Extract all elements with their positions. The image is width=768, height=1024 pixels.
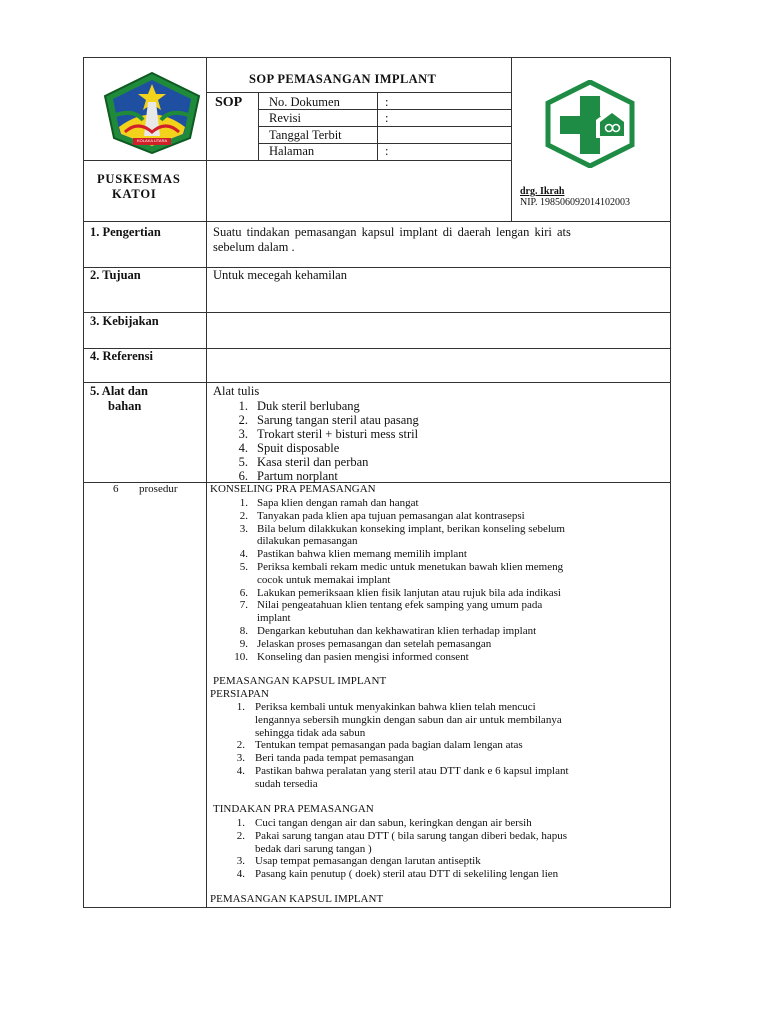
list-number: 2. — [239, 509, 248, 522]
list-number: 3. — [236, 752, 245, 765]
list-item — [230, 523, 565, 549]
meta-label-no-dokumen: No. Dokumen — [269, 95, 340, 109]
list-item — [230, 561, 565, 587]
tindakan-heading: TINDAKAN PRA PEMASANGAN — [213, 803, 374, 815]
list-number: 1. — [238, 399, 248, 413]
logo-banner-text: KOLAKA UTARA — [137, 138, 168, 143]
header-bottom-rule — [83, 221, 671, 222]
signer-nip: NIP. 198506092014102003 — [520, 197, 631, 208]
list-item-line: Periksa kembali rekam medic untuk menetukan bawah klien memeng — [257, 560, 564, 573]
konseling-heading: KONSELING PRA PEMASANGAN — [210, 483, 376, 495]
list-number: 4. — [238, 441, 248, 455]
list-item-line: Pastikan bahwa klien memang memilih implant — [257, 548, 467, 561]
section-label-tujuan: 2. Tujuan — [90, 268, 141, 282]
org-name-line1: PUSKESMAS — [97, 172, 181, 186]
list-item-line: Periksa kembali untuk menyakinkan bahwa klien telah mencuci — [255, 701, 536, 713]
list-number: 6. — [238, 469, 248, 483]
list-number: 6. — [239, 586, 248, 599]
list-item-line: Nilai pengeatahuan klien tentang efek samping yang umum pada — [257, 599, 543, 612]
list-item-line: cocok untuk memakai implant — [257, 573, 391, 586]
list-number: 1. — [236, 817, 245, 829]
meta-label-tanggal-terbit: Tanggal Terbit — [269, 128, 342, 142]
list-item — [230, 739, 569, 752]
list-item-line: Cuci tangan dengan air dan sabun, keringkan dengan air bersih — [255, 817, 532, 829]
persiapan-heading: PERSIAPAN — [210, 688, 269, 700]
section-label-pengertian: 1. Pengertian — [90, 225, 161, 239]
list-item-line: Sapa klien dengan ramah dan hangat — [257, 497, 419, 509]
logo-bottom-rule — [83, 160, 206, 161]
list-item-line: sehingga tidak ada sabun — [255, 726, 366, 739]
list-item — [230, 399, 419, 413]
list-item — [230, 868, 567, 881]
alat-list — [230, 399, 419, 483]
list-number: 5. — [238, 455, 248, 469]
list-item-line: Pastikan bahwa peralatan yang steril atau DTT dank e 6 kapsul implant — [255, 764, 569, 777]
row-rule-4 — [83, 382, 671, 383]
list-item-line: Lakukan pemeriksaan klien fisik lanjutan atau rujuk bila ada indikasi — [257, 586, 561, 599]
list-number: 2. — [236, 829, 245, 842]
meta-bottom-rule — [206, 160, 511, 161]
list-item — [230, 587, 565, 600]
document-title: SOP PEMASANGAN IMPLANT — [249, 72, 437, 86]
list-item — [230, 752, 569, 765]
list-item — [230, 455, 419, 469]
list-item-line: Jelaskan proses pemasangan dan setelah pemasangan — [257, 637, 492, 650]
list-number: 4. — [236, 868, 245, 881]
list-item-line: Beri tanda pada tempat pemasangan — [255, 752, 414, 765]
list-item-text: Trokart steril + bisturi mess stril — [257, 427, 419, 441]
list-item-line: Tentukan tempat pemasangan pada bagian dalam lengan atas — [255, 739, 523, 752]
list-item — [230, 548, 565, 561]
list-number: 5. — [239, 560, 248, 573]
list-item — [230, 701, 569, 739]
list-item — [230, 441, 419, 455]
list-item — [230, 469, 419, 483]
alat-heading: Alat tulis — [213, 384, 260, 398]
list-item — [230, 427, 419, 441]
konseling-list — [230, 497, 565, 663]
list-item — [230, 651, 565, 664]
list-item-line: dilakukan pemasangan — [257, 535, 358, 548]
sop-label: SOP — [215, 95, 243, 110]
list-item-line: Pakai sarung tangan atau DTT ( bila sarung tangan diberi bedak, hapus — [255, 829, 567, 842]
list-item — [230, 413, 419, 427]
meta-label-revisi: Revisi — [269, 111, 301, 125]
meta-row-rule — [258, 126, 511, 127]
list-item-text: Partum norplant — [257, 469, 338, 483]
persiapan-list — [230, 701, 569, 791]
list-item-line: implant — [257, 612, 291, 625]
list-item-line: Bila belum dilakkukan konseking implant, berikan konseling sebelum — [257, 522, 565, 535]
tindakan-list — [230, 817, 567, 881]
meta-value-revisi: : — [385, 111, 389, 125]
section-label-alat-line2: bahan — [108, 399, 142, 413]
list-number: 1. — [236, 701, 245, 713]
meta-label-halaman: Halaman — [269, 144, 315, 158]
list-item — [230, 599, 565, 625]
row-rule-2 — [83, 312, 671, 313]
tujuan-text: Untuk mecegah kehamilan — [213, 268, 347, 282]
list-item-line: Usap tempat pemasangan dengan larutan antiseptik — [255, 855, 481, 868]
section-label-kebijakan: 3. Kebijakan — [90, 314, 159, 328]
meta-value-no-dokumen: : — [385, 95, 389, 109]
list-item — [230, 855, 567, 868]
list-item-line: sudah tersedia — [255, 777, 318, 790]
list-item — [230, 817, 567, 830]
list-number: 4. — [236, 764, 245, 777]
list-item — [230, 638, 565, 651]
meta-value-halaman: : — [385, 144, 389, 158]
list-number: 3. — [238, 427, 248, 441]
list-number: 1. — [239, 497, 248, 509]
row-rule-3 — [83, 348, 671, 349]
pengertian-text-line2: sebelum dalam . — [213, 240, 295, 254]
list-item-line: Dengarkan kebutuhan dan kekhawatiran klien terhadap implant — [257, 624, 537, 637]
list-number: 4. — [239, 548, 248, 561]
list-number: 9. — [239, 637, 248, 650]
section-label-referensi: 4. Referensi — [90, 349, 153, 363]
list-number: 3. — [239, 522, 248, 535]
list-item-line: lengannya sebersih mungkin dengan sabun dan air untuk membilanya — [255, 713, 562, 726]
meta-row-rule — [258, 109, 511, 110]
list-item — [230, 510, 565, 523]
list-number: 10. — [234, 650, 248, 663]
section-label-prosedur: prosedur — [139, 483, 178, 495]
pemasangan-heading: PEMASANGAN KAPSUL IMPLANT — [213, 675, 387, 687]
list-item-line: Pasang kain penutup ( doek) steril atau DTT di sekeliling lengan lien — [255, 868, 559, 881]
list-number: 7. — [239, 599, 248, 612]
list-item-text: Spuit disposable — [257, 441, 340, 455]
title-rule — [206, 92, 511, 93]
org-name-line2: KATOI — [112, 187, 157, 201]
list-item — [230, 765, 569, 791]
list-item-text: Sarung tangan steril atau pasang — [257, 413, 419, 427]
list-item-text: Duk steril berlubang — [257, 399, 360, 413]
pengertian-text-line1: Suatu tindakan pemasangan kapsul implant di daerah lengan kiri ats — [213, 225, 571, 239]
puskesmas-logo — [544, 80, 636, 168]
list-item-line: Konseling dan pasien mengisi informed consent — [257, 650, 469, 663]
list-number: 8. — [239, 624, 248, 637]
section-number-prosedur: 6 — [113, 483, 119, 495]
list-item — [230, 830, 567, 856]
list-number: 2. — [236, 739, 245, 752]
list-item — [230, 497, 565, 510]
list-number: 3. — [236, 855, 245, 868]
list-item-line: bedak dari sarung tangan ) — [255, 842, 372, 855]
list-number: 2. — [238, 413, 248, 427]
header-divider-right — [511, 57, 512, 221]
list-item-text: Kasa steril dan perban — [257, 455, 369, 469]
pemasangan2-heading: PEMASANGAN KAPSUL IMPLANT — [210, 893, 384, 905]
row-rule-1 — [83, 267, 671, 268]
list-item — [230, 625, 565, 638]
signer-name: drg. Ikrah — [520, 186, 565, 197]
section-label-alat-line1: 5. Alat dan — [90, 384, 149, 398]
list-item-line: Tanyakan pada klien apa tujuan pemasangan alat kontrasepsi — [257, 509, 525, 522]
